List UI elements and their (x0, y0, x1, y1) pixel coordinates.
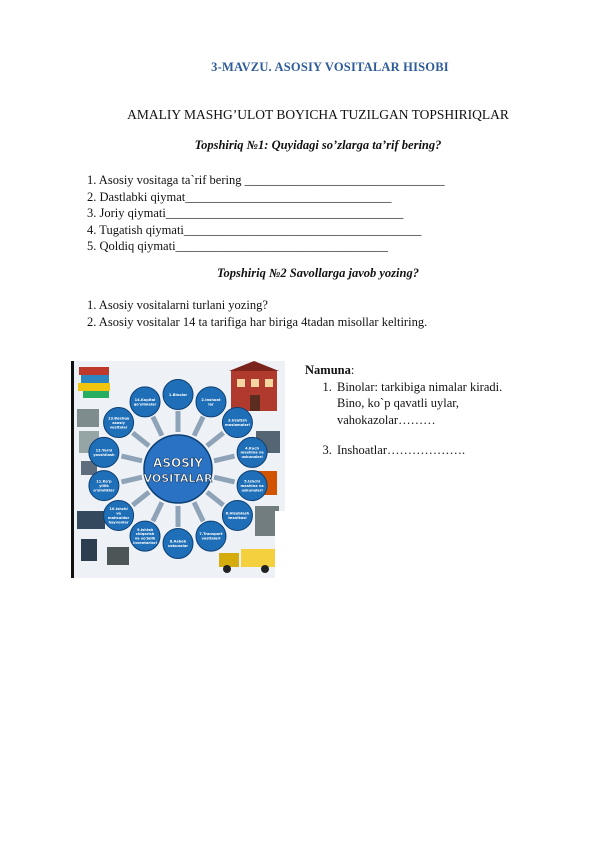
task1-item: 5. Qoldiq qiymati__________________________________ (87, 239, 389, 253)
diagram-bubble-label: 10.Ishchi va mahsuldor hayvonlar (107, 507, 130, 525)
diagram-bubble-label: 3.Uzatish moslamalari (224, 418, 250, 428)
diagram-bubble-label: 2.Inshoat lar (201, 397, 221, 407)
center-label-line2: VOSITALAR (143, 472, 213, 485)
task1-list (87, 172, 445, 255)
diagram-bubble-label: 6.Hisoblash texnikasi (225, 511, 250, 520)
page-heading: AMALIY MASHG’ULOT BOYICHA TUZILGAN TOPSHIRIQLAR (127, 107, 509, 122)
example-block (305, 362, 545, 459)
example-item-2: 3. Inshoatlar………………. (335, 442, 545, 459)
task1-item: 3. Joriy qiymati______________________________________ (87, 206, 404, 220)
task1-title: Topshiriq №1: Quyidagi so’zlarga ta’rif bering? (194, 138, 442, 152)
diagram-svg (71, 361, 285, 578)
asosiy-vositalar-diagram-image (71, 361, 285, 578)
clipart-building-icon (229, 361, 279, 411)
task1-item: 2. Dastlabki qiymat_________________________________ (87, 189, 392, 204)
example-list (305, 379, 545, 459)
diagram-bubble-label: 1.Binolar (168, 392, 188, 397)
task2-item: 1. Asosiy vositalarni turlani yozing? (87, 298, 268, 312)
task2-title: Topshiriq №2 Savollarga javob yozing? (217, 266, 419, 280)
diagram-bubble-label: 7.Transport vositalari (199, 532, 223, 541)
task2-item: 2. Asosiy vositalar 14 ta tarifiga har biriga 4tadan misollar keltiring. (87, 314, 428, 329)
diagram-bubble-label: 14.Kapital qo'yilmalar (133, 397, 157, 407)
topic-title: 3-MAVZU. ASOSIY VOSITALAR HISOBI (211, 60, 449, 74)
task1-item: 4. Tugatish qiymati______________________________________ (87, 222, 422, 237)
diagram-bubble-label: 8.Asbob uskunalar (167, 539, 189, 548)
task2-list (87, 297, 427, 330)
example-spacer (335, 428, 545, 442)
diagram-bubble-label: 9.Ishlab chiqarish va xo'jalik inventarlari (133, 527, 157, 546)
diagram-bubble-label: 12.Yerni yaxshilash (93, 448, 115, 457)
example-item1-line2: Bino, ko`p qavatli uylar, (337, 396, 460, 410)
example-colon: : (350, 363, 355, 377)
example-item-1 (335, 379, 545, 429)
example-item1-line1: 1. Binolar: tarkibiga nimalar kiradi. (337, 379, 503, 394)
diagram-left-border (71, 361, 74, 578)
example-item1-line3: vahokazolar……… (337, 412, 436, 427)
task1-item: 1. Asosiy vositaga ta`rif bering ________________________________ (87, 173, 445, 187)
diagram-bubble-label: 11.Ko'p yillik o'simliklar (93, 479, 115, 493)
center-label-line1: ASOSIY (153, 456, 203, 470)
example-title: Namuna (305, 363, 351, 377)
diagram-bubble-label: 4.Kuch mashina va uskunalari (240, 446, 264, 460)
diagram-bubble-label: 5.Ishchi mashina va uskunalari (240, 479, 264, 493)
diagram-bubble-label: 13.Boshqa asosiy vositalar (107, 416, 130, 430)
diagram-center (144, 435, 213, 503)
